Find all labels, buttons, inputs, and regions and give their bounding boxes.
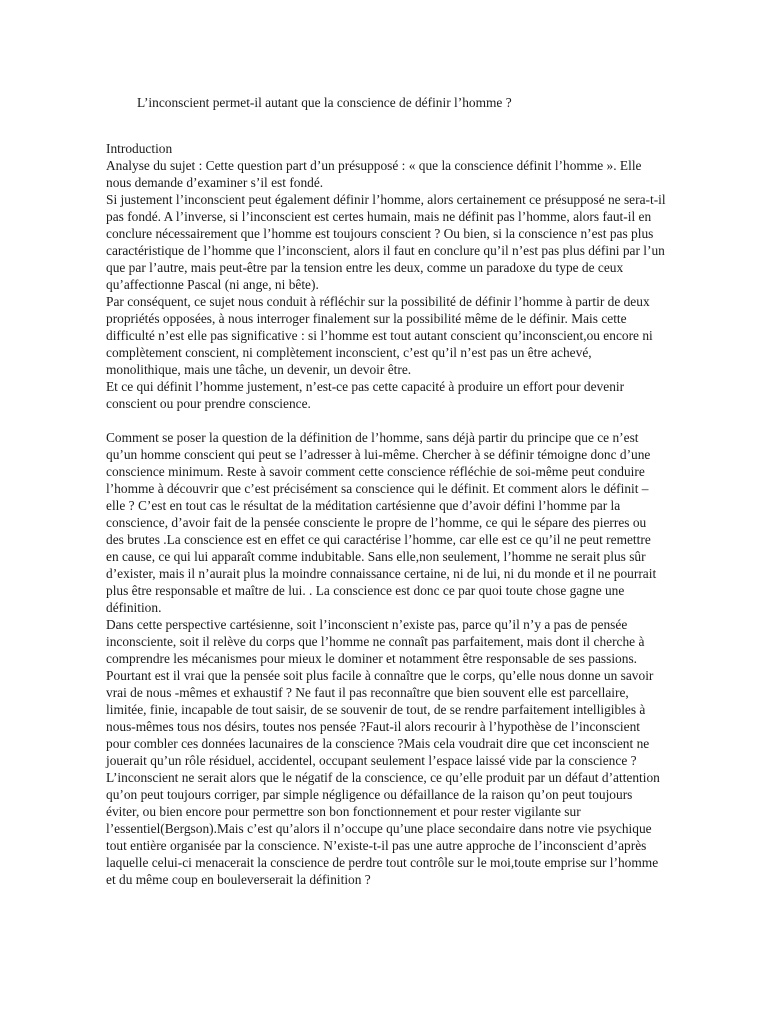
document-body xyxy=(106,140,666,888)
paragraph-gap xyxy=(106,412,666,429)
paragraph-analyse: Analyse du sujet : Cette question part d’un présupposé : « que la conscience définit l’homme ». Elle nous demande d’examiner s’il est fondé. xyxy=(106,158,642,190)
section-heading: Introduction xyxy=(106,141,173,156)
paragraph-si-justement: Si justement l’inconscient peut également définir l’homme, alors certainement ce présupposé ne sera-t-il pas fondé. A l’inverse, si l’inconscient est certes humain, mais ne définit pas l’homme, alors faut-il en conclure nécessairement que l’homme est toujours conscient ? Ou bien, si la conscience n’est pas plus caractéristique de l’homme que l’inconscient, alors il faut en conclure qu’il n’est pas plus défini par l’un que par l’autre, mais peut-être par la tension entre les deux, comme un paradoxe du type de ceux qu’affectionne Pascal (ni ange, ni bête). xyxy=(106,192,666,292)
paragraph-dans-cette-perspective: Dans cette perspective cartésienne, soit l’inconscient n’existe pas, parce qu’il n’y a pas de pensée inconsciente, soit il relève du corps que l’homme ne connaît pas parfaitement, mais dont il cherche à comprendre les mécanismes pour mieux le dominer et notamment être responsable de ses passions. xyxy=(106,617,645,666)
paragraph-pourtant: Pourtant est il vrai que la pensée soit plus facile à connaître que le corps, qu’elle nous donne un savoir vrai de nous -mêmes et exhaustif ? Ne faut il pas reconnaître que bien souvent elle est parcellaire, limitée, finie, incapable de tout saisir, de se souvenir de tout, de se rendre parfaitement intelligibles à nous-mêmes tous nos désirs, toutes nos pensée ?Faut-il alors recourir à l’hypothèse de l’inconscient pour combler ces données lacunaires de la conscience ?Mais cela voudrait dire que cet inconscient ne jouerait qu’un rôle résiduel, accidentel, occupant seulement l’espace laissé vide par la conscience ?L’inconscient ne serait alors que le négatif de la conscience, ce qu’elle produit par un défaut d’attention qu’on peut toujours corriger, par simple négligence ou défaillance de la raison qu’on peut toujours éviter, ou bien encore pour permettre son bon fonctionnement et pour rester vigilante sur l’essentiel(Bergson).Mais c’est qu’alors il n’occupe qu’une place secondaire dans notre vie psychique tout entière organisée par la conscience. N’existe-t-il pas une autre approche de l’inconscient d’après laquelle celui-ci menacerait la conscience de perdre tout contrôle sur le moi,toute emprise sur l’homme et du même coup en bouleverserait la définition ? xyxy=(106,668,660,887)
paragraph-et-ce-qui: Et ce qui définit l’homme justement, n’est-ce pas cette capacité à produire un effort pour devenir conscient ou pour prendre conscience. xyxy=(106,379,625,411)
document-title: L’inconscient permet-il autant que la conscience de définir l’homme ? xyxy=(137,95,512,110)
paragraph-par-consequent: Par conséquent, ce sujet nous conduit à réfléchir sur la possibilité de définir l’homme à partir de deux propriétés opposées, à nous interroger finalement sur la possibilité même de le définir. Mais cette difficulté n’est elle pas significative : si l’homme est tout autant conscient qu’inconscient,ou encore ni complètement conscient, ni complètement inconscient, c’est qu’il n’est pas un être achevé, monolithique, mais une tâche, un devenir, un devoir être. xyxy=(106,294,653,377)
paragraph-comment: Comment se poser la question de la définition de l’homme, sans déjà partir du principe que ce n’est qu’un homme conscient qui peut se l’adresser à lui-même. Chercher à se définir témoigne donc d’une conscience minimum. Reste à savoir comment cette conscience réfléchie de soi-même peut conduire l’homme à découvrir que c’est précisément sa conscience qui le définit. Et comment alors le définit –elle ? C’est en tout cas le résultat de la méditation cartésienne que d’avoir défini l’homme par la conscience, d’avoir fait de la pensée consciente le propre de l’homme, ce qui le sépare des pierres ou des brutes .La conscience est en effet ce qui caractérise l’homme, car elle est ce qu’il ne peut remettre en cause, ce qui lui apparaît comme indubitable. Sans elle,non seulement, l’homme ne serait plus sûr d’exister, mais il n’aurait plus la moindre connaissance certaine, ni de lui, ni du monde et il ne pourrait plus être responsable et maître de lui. . La conscience est donc ce par quoi toute chose gagne une définition. xyxy=(106,430,657,615)
